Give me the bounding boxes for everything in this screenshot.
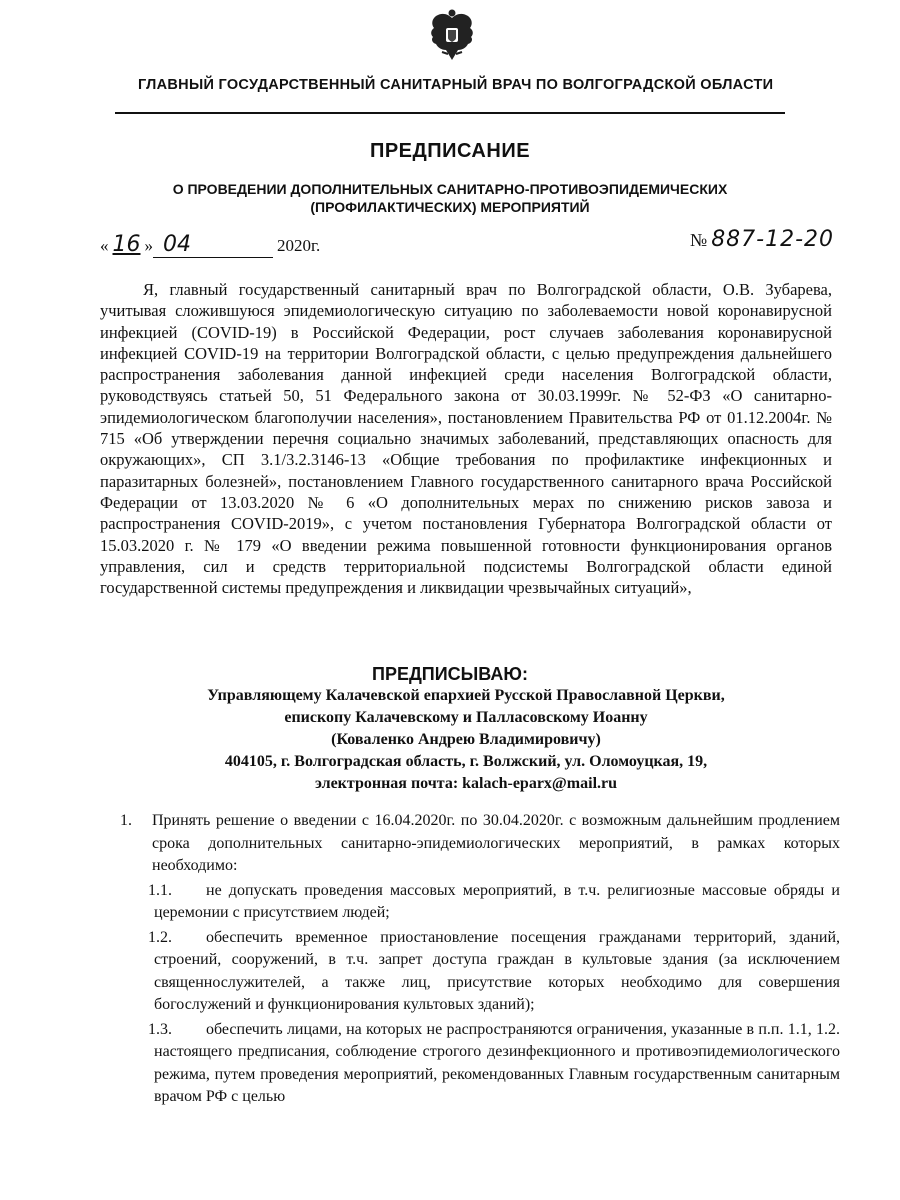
date-month: 04	[153, 232, 273, 258]
subitem-text: обеспечить временное приостановление посещения гражданами территорий, зданий, строений, сооружений, в т.ч. запрет доступа граждан в культовые здания (за исключением священнослужителей, а также лиц, присутствие которых необходимо для совершения богослужений и функционирования культовых зданий);	[154, 928, 840, 1013]
document-date	[100, 232, 320, 258]
date-day: 16	[112, 232, 141, 257]
preamble-paragraph: Я, главный государственный санитарный врач по Волгоградской области, О.В. Зубарева, учитывая сложившуюся эпидемиологическую ситуацию по заболеваемости новой коронавирусной инфекцией (COVID-19) в Российской Федерации, рост случаев заболевания коронавирусной инфекцией COVID-19 на территории Волгоградской области, с целью предупреждения дальнейшего распространения заболевания данной инфекцией среди населения Волгоградской области, руководствуясь статьей 50, 51 Федерального закона от 30.03.1999г. № 52-ФЗ «О санитарно-эпидемиологическом благополучии населения», постановлением Правительства РФ от 01.12.2004г. № 715 «Об утверждении перечня социально значимых заболеваний, представляющих опасность для окружающих», СП 3.1/3.2.3146-13 «Общие требования по профилактике инфекционных и паразитарных болезней», постановлением Главного государственного санитарного врача Российской Федерации от 13.03.2020 № 6 «О дополнительных мерах по снижению рисков завоза и распространения COVID-2019», с учетом постановления Губернатора Волгоградской области от 15.03.2020 г. № 179 «О введении режима повышенной готовности функционирования органов управления, сил и средств территориальной подсистемы Волгоградской области единой государственной системы предупреждения и ликвидации чрезвычайных ситуаций»,	[100, 280, 832, 598]
issuing-authority: ГЛАВНЫЙ ГОСУДАРСТВЕННЫЙ САНИТАРНЫЙ ВРАЧ ПО ВОЛГОГРАДСКОЙ ОБЛАСТИ	[138, 77, 774, 93]
addressee-line-1: Управляющему Калачевской епархией Русской Православной Церкви,	[207, 687, 725, 704]
subitem-number: 1.1.	[148, 881, 172, 899]
document-subtitle	[0, 180, 900, 216]
addressee-line-2: епископу Калачевскому и Палласовскому Иоанну	[284, 709, 648, 726]
addressee-line-4: 404105, г. Волгоградская область, г. Волжский, ул. Оломоуцкая, 19,	[224, 753, 708, 770]
list-subitem	[120, 927, 840, 1017]
list-subitem	[120, 1019, 840, 1109]
addressee-block	[100, 685, 832, 795]
addressee-line-5: электронная почта: kalach-eparx@mail.ru	[314, 775, 618, 792]
subitem-number: 1.3.	[148, 1020, 172, 1038]
date-year: 2020г.	[277, 236, 321, 255]
date-open-quote: «	[100, 236, 109, 255]
subitem-text: обеспечить лицами, на которых не распространяются ограничения, указанные в п.п. 1.1, 1.2. настоящего предписания, соблюдение строгого дезинфекционного и противоэпидемиологического режима, путем проведения мероприятий, рекомендованных Главным государственным санитарным врачом РФ с целью	[154, 1020, 840, 1105]
item-number: 1.	[120, 812, 132, 829]
subtitle-line-2: (ПРОФИЛАКТИЧЕСКИХ) МЕРОПРИЯТИЙ	[310, 199, 590, 215]
addressee-line-3: (Коваленко Андрею Владимировичу)	[331, 731, 601, 748]
coat-of-arms-emblem	[428, 8, 476, 64]
list-item	[120, 810, 840, 878]
number-prefix: №	[690, 230, 708, 250]
list-subitem	[120, 880, 840, 925]
subitem-text: не допускать проведения массовых мероприятий, в т.ч. религиозные массовые обряды и церемонии с присутствием людей;	[154, 881, 840, 921]
number-value: 887-12-20	[711, 227, 835, 252]
document-number	[690, 226, 834, 252]
document-title: ПРЕДПИСАНИЕ	[369, 140, 531, 162]
order-items-list	[120, 810, 840, 1109]
subtitle-line-1: О ПРОВЕДЕНИИ ДОПОЛНИТЕЛЬНЫХ САНИТАРНО-ПРОТИВОЭПИДЕМИЧЕСКИХ	[172, 181, 728, 197]
order-heading: ПРЕДПИСЫВАЮ:	[372, 664, 528, 684]
date-close-quote: »	[144, 236, 153, 255]
item-text: Принять решение о введении с 16.04.2020г. по 30.04.2020г. с возможным дальнейшим продлением срока дополнительных санитарно-эпидемиологических мероприятий, в рамках которых необходимо:	[152, 812, 840, 874]
header-divider	[115, 112, 785, 114]
subitem-number: 1.2.	[148, 928, 172, 946]
